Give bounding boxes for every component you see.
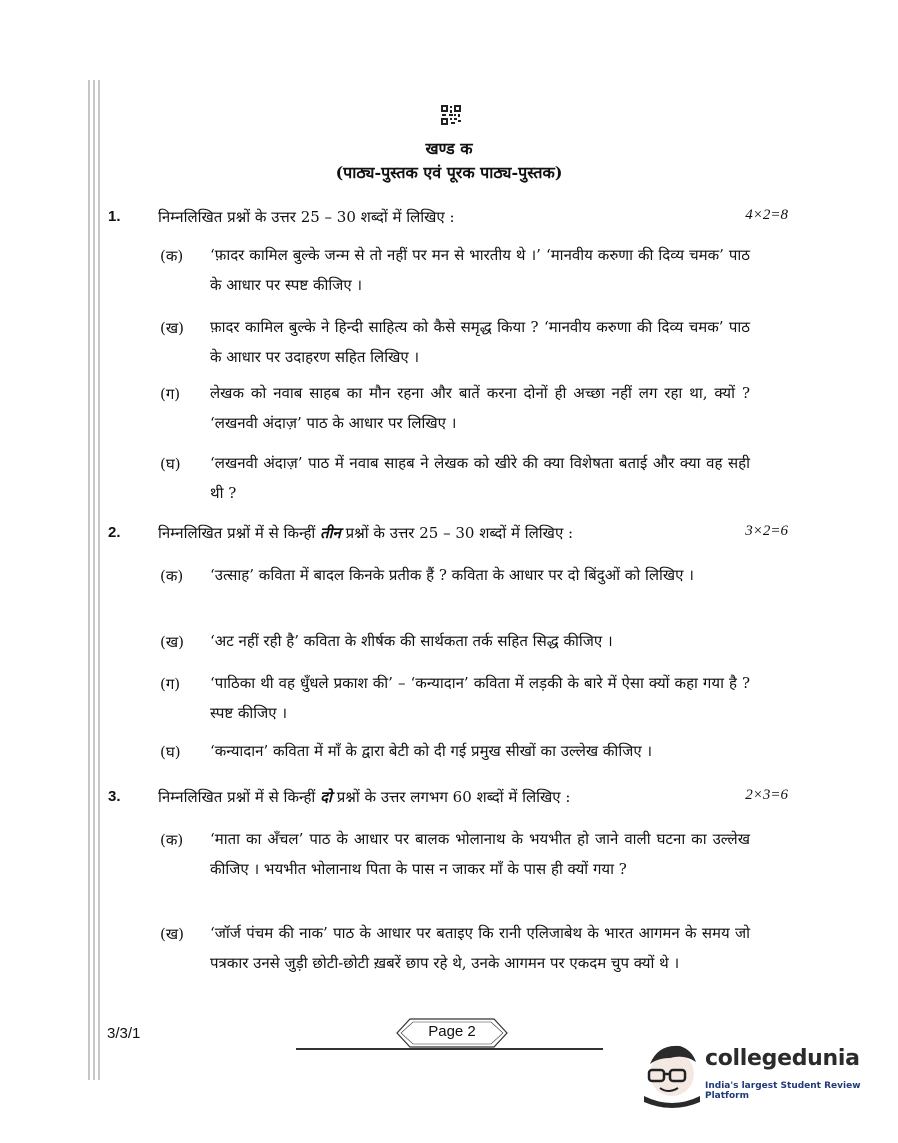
option-text: ‘कन्यादान’ कविता में माँ के द्वारा बेटी को दी गई प्रमुख सीखों का उल्लेख कीजिए ।	[210, 742, 653, 760]
question-marks: 4×2=8	[745, 207, 788, 223]
paper-code: 3/3/1	[107, 1025, 141, 1042]
section-subtitle: (पाठ्य-पुस्तक एवं पूरक पाठ्य-पुस्तक)	[335, 163, 563, 182]
qr-code-icon	[441, 105, 461, 125]
question-text-after: प्रश्नों के उत्तर 25 – 30 शब्दों में लिखिए :	[345, 524, 574, 542]
question-text	[158, 787, 570, 807]
option-text: ‘पाठिका थी वह धुँधले प्रकाश की’ – ‘कन्यादान’ कविता में लड़की के बारे में ऐसा क्यों कहा गया है ? स्पष्ट कीजिए ।	[210, 674, 750, 722]
option-label: (क)	[160, 247, 184, 265]
question-number: 3.	[108, 788, 121, 805]
option-label: (क)	[160, 567, 184, 585]
option-text: फ़ादर कामिल बुल्के ने हिन्दी साहित्य को कैसे समृद्ध किया ? ‘मानवीय करुणा की दिव्य चमक’ पाठ के आधार पर उदाहरण सहित लिखिए ।	[210, 318, 750, 366]
option-label: (ख)	[160, 633, 184, 651]
option-label: (घ)	[160, 743, 181, 761]
brand-name: collegedunia	[705, 1046, 860, 1071]
question-text-before: निम्नलिखित प्रश्नों में से किन्हीं	[158, 524, 316, 542]
brand-tagline: India's largest Student Review Platform	[705, 1081, 861, 1101]
question-text: निम्नलिखित प्रश्नों के उत्तर 25 – 30 शब्दों में लिखिए :	[158, 208, 455, 226]
option-text: ‘जॉर्ज पंचम की नाक’ पाठ के आधार पर बताइए कि रानी एलिजाबेथ के भारत आगमन के समय जो पत्रकार उनसे जुड़ी छोटी-छोटी ख़बरें छाप रहे थे, उनके आगमन पर एकदम चुप क्यों थे ।	[210, 924, 750, 972]
option-label: (ख)	[160, 319, 184, 337]
question-number: 1.	[108, 208, 121, 225]
question-text	[158, 523, 573, 543]
option-text: ‘उत्साह’ कविता में बादल किनके प्रतीक हैं ? कविता के आधार पर दो बिंदुओं को लिखिए ।	[210, 566, 694, 584]
question-emphasis: तीन	[320, 524, 341, 542]
footer-divider	[296, 1048, 603, 1050]
question-marks: 2×3=6	[745, 787, 788, 803]
option-text: ‘अट नहीं रही है’ कविता के शीर्षक की सार्थकता तर्क सहित सिद्ध कीजिए ।	[210, 632, 613, 650]
option-label: (क)	[160, 831, 184, 849]
margin-rule	[93, 80, 95, 1080]
option-text: लेखक को नवाब साहब का मौन रहना और बातें करना दोनों ही अच्छा नहीं लग रहा था, क्यों ? ‘लखनवी अंदाज़’ पाठ के आधार पर लिखिए ।	[210, 384, 750, 432]
question-emphasis: दो	[320, 788, 332, 806]
section-title: खण्ड क	[425, 139, 473, 158]
question-text-after: प्रश्नों के उत्तर लगभग 60 शब्दों में लिखिए :	[336, 788, 571, 806]
option-label: (घ)	[160, 455, 181, 473]
option-text: ‘फ़ादर कामिल बुल्के जन्म से तो नहीं पर मन से भारतीय थे ।’ ‘मानवीय करुणा की दिव्य चमक’ पाठ के आधार पर स्पष्ट कीजिए ।	[210, 246, 750, 294]
option-label: (ग)	[160, 385, 181, 403]
question-text-before: निम्नलिखित प्रश्नों में से किन्हीं	[158, 788, 316, 806]
margin-rule	[88, 80, 90, 1080]
page-number: Page 2	[428, 1023, 476, 1040]
question-marks: 3×2=6	[745, 523, 788, 539]
margin-rule	[98, 80, 100, 1080]
option-label: (ग)	[160, 675, 181, 693]
option-text: ‘माता का अँचल’ पाठ के आधार पर बालक भोलानाथ के भयभीत हो जाने वाली घटना का उल्लेख कीजिए । भयभीत भोलानाथ पिता के पास न जाकर माँ के पास ही क्यों गया ?	[210, 830, 750, 878]
question-number: 2.	[108, 524, 121, 541]
option-label: (ख)	[160, 925, 184, 943]
option-text: ‘लखनवी अंदाज़’ पाठ में नवाब साहब ने लेखक को खीरे की क्या विशेषता बताई और क्या वह सही थी ?	[210, 454, 750, 502]
